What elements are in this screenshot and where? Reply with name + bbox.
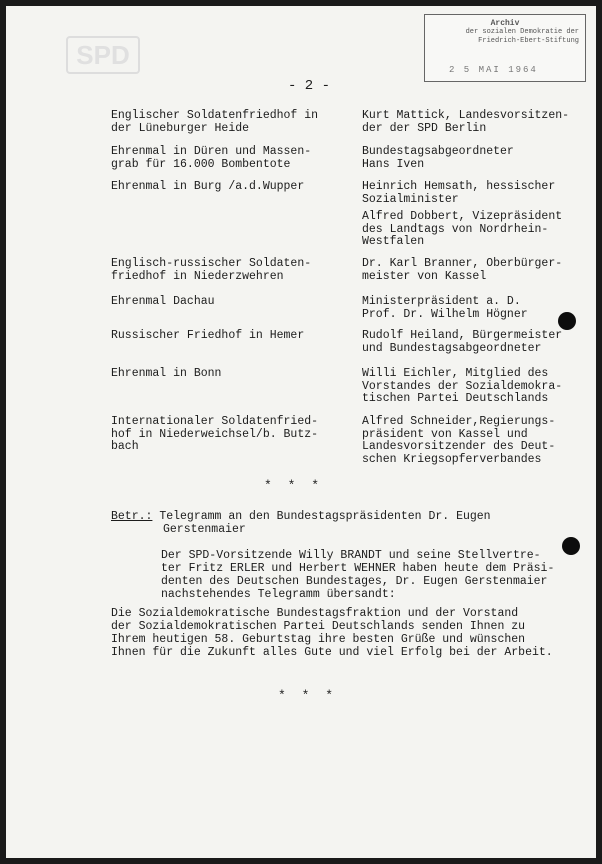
intro-line: ter Fritz ERLER und Herbert WEHNER haben heute dem Präsi- bbox=[161, 562, 555, 575]
memorial-speaker: tischen Partei Deutschlands bbox=[362, 392, 549, 405]
memorial-place: Russischer Friedhof in Hemer bbox=[111, 329, 305, 342]
memorial-place: Ehrenmal in Bonn bbox=[111, 367, 222, 380]
telegram-line: Ihnen für die Zukunft alles Gute und viel Erfolg bei der Arbeit. bbox=[111, 646, 553, 659]
betr-subject-continued: Gerstenmaier bbox=[163, 523, 246, 536]
memorial-place: grab für 16.000 Bombentote bbox=[111, 157, 291, 171]
memorial-place: Internationaler Soldatenfried- bbox=[111, 415, 319, 428]
stamp-title: Archiv bbox=[490, 19, 520, 28]
betr-label: Betr.: bbox=[111, 510, 153, 523]
memorial-place: Englischer Soldatenfriedhof in bbox=[111, 109, 319, 122]
memorial-speaker: Alfred Schneider,Regierungs- bbox=[362, 415, 556, 428]
document-page bbox=[6, 6, 596, 858]
memorial-speaker: Ministerpräsident a. D. bbox=[362, 295, 521, 308]
memorial-place: hof in Niederweichsel/b. Butz- bbox=[111, 427, 319, 441]
telegram-line: der Sozialdemokratischen Partei Deutschlands senden Ihnen zu bbox=[111, 620, 526, 633]
memorial-speaker: schen Kriegsopferverbandes bbox=[362, 452, 542, 466]
intro-line: Der SPD-Vorsitzende Willy BRANDT und seine Stellvertre- bbox=[161, 549, 541, 562]
memorial-speaker: präsident von Kassel und bbox=[362, 427, 528, 441]
memorial-place: Ehrenmal in Düren und Massen- bbox=[111, 145, 312, 158]
archive-stamp bbox=[424, 14, 586, 82]
telegram-line: Ihrem heutigen 58. Geburtstag ihre besten Grüße und wünschen bbox=[111, 633, 526, 646]
memorial-speaker: Bundestagsabgeordneter bbox=[362, 145, 514, 158]
sdp-logo-ghost: SPD bbox=[66, 36, 140, 74]
memorial-speaker: und Bundestagsabgeordneter bbox=[362, 341, 542, 355]
memorial-speaker: Landesvorsitzender des Deut- bbox=[362, 440, 556, 453]
memorial-speaker: meister von Kassel bbox=[362, 269, 487, 283]
section-separator: * * * bbox=[264, 478, 324, 493]
stamp-line: Friedrich-Ebert-Stiftung bbox=[478, 37, 579, 45]
intro-line: nachstehendes Telegramm übersandt: bbox=[161, 588, 396, 601]
memorial-place: Ehrenmal Dachau bbox=[111, 295, 215, 308]
memorial-place: Englisch-russischer Soldaten- bbox=[111, 257, 312, 270]
intro-line: denten des Deutschen Bundestages, Dr. Eugen Gerstenmaier bbox=[161, 575, 548, 588]
memorial-speaker: Dr. Karl Branner, Oberbürger- bbox=[362, 257, 563, 270]
memorial-speaker: Willi Eichler, Mitglied des bbox=[362, 367, 549, 380]
section-separator: * * * bbox=[278, 688, 338, 703]
memorial-speaker: Vorstandes der Sozialdemokra- bbox=[362, 379, 563, 393]
punch-hole-icon bbox=[562, 537, 580, 555]
betr-line bbox=[111, 511, 491, 524]
memorial-speaker: Westfalen bbox=[362, 235, 425, 248]
punch-hole-icon bbox=[558, 312, 576, 330]
memorial-speaker: Sozialminister bbox=[362, 192, 459, 206]
memorial-speaker: des Landtags von Nordrhein- bbox=[362, 222, 549, 236]
memorial-place: Ehrenmal in Burg /a.d.Wupper bbox=[111, 180, 305, 193]
memorial-place: friedhof in Niederzwehren bbox=[111, 269, 284, 283]
memorial-speaker: Heinrich Hemsath, hessischer bbox=[362, 180, 556, 193]
stamp-line: der sozialen Demokratie der bbox=[465, 28, 579, 36]
page-number: - 2 - bbox=[288, 78, 331, 94]
memorial-speaker: der der SPD Berlin bbox=[362, 121, 487, 135]
memorial-place: der Lüneburger Heide bbox=[111, 121, 250, 135]
stamp-date: 2 5 MAI 1964 bbox=[449, 65, 538, 75]
memorial-speaker: Hans Iven bbox=[362, 157, 425, 171]
telegram-line: Die Sozialdemokratische Bundestagsfraktion und der Vorstand bbox=[111, 607, 519, 620]
memorial-speaker: Kurt Mattick, Landesvorsitzen- bbox=[362, 109, 570, 122]
memorial-speaker: Alfred Dobbert, Vizepräsident bbox=[362, 210, 563, 223]
memorial-place: bach bbox=[111, 440, 139, 453]
memorial-speaker: Prof. Dr. Wilhelm Högner bbox=[362, 307, 528, 321]
memorial-speaker: Rudolf Heiland, Bürgermeister bbox=[362, 329, 563, 342]
betr-subject: Telegramm an den Bundestagspräsidenten Dr. Eugen bbox=[159, 510, 491, 523]
